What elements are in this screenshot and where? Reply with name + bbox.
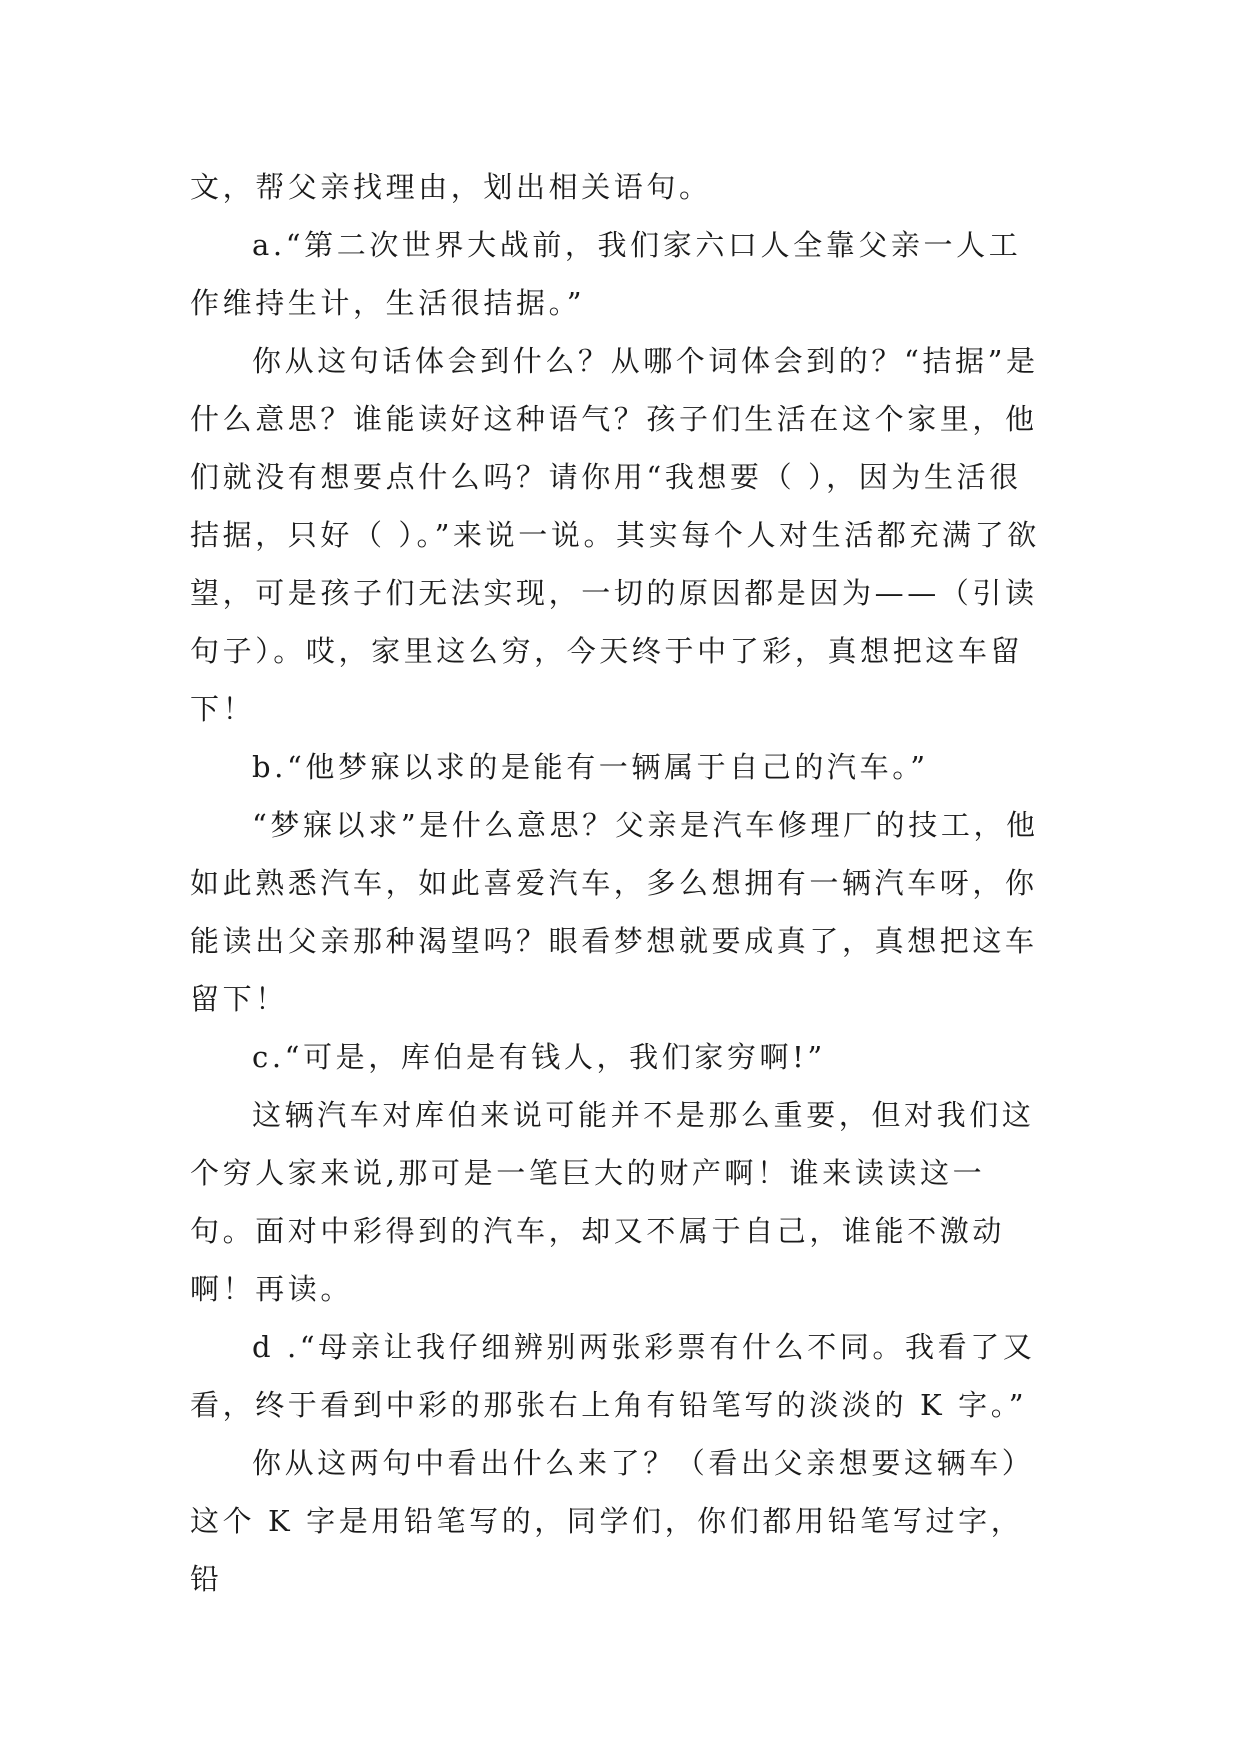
paragraph-quote-b: b.“他梦寐以求的是能有一辆属于自己的汽车。” (252, 750, 929, 784)
paragraph-intro: 文，帮父亲找理由，划出相关语句。 (190, 170, 712, 204)
paragraph-discussion-b: “梦寐以求”是什么意思？父亲是汽车修理厂的技工，他如此熟悉汽车，如此喜爱汽车，多么想拥有一辆汽车呀，你能读出父亲那种渴望吗？眼看梦想就要成真了，真想把这车留下！ (190, 808, 1039, 1016)
paragraph-discussion-a: 你从这句话体会到什么？从哪个词体会到的？“拮据”是什么意思？谁能读好这种语气？孩子们生活在这个家里，他们就没有想要点什么吗？请你用“我想要（ ），因为生活很拮据，只好（ ）。”来说一说。其实每个人对生活都充满了欲望，可是孩子们无法实现，一切的原因都是因为——（引读句子）。哎，家里这么穷，今天终于中了彩，真想把这车留下！ (190, 344, 1040, 726)
document-page (190, 158, 1050, 1608)
paragraph-discussion-c: 这辆汽车对库伯来说可能并不是那么重要，但对我们这个穷人家来说,那可是一笔巨大的财产啊！谁来读读这一句。面对中彩得到的汽车，却又不属于自己，谁能不激动啊！再读。 (190, 1098, 1035, 1306)
paragraph-quote-a: a.“第二次世界大战前，我们家六口人全靠父亲一人工作维持生计，生活很拮据。” (190, 228, 1022, 320)
paragraph-quote-d: d .“母亲让我仔细辨别两张彩票有什么不同。我看了又看，终于看到中彩的那张右上角有铅笔写的淡淡的 K 字。” (190, 1330, 1036, 1422)
paragraph-discussion-d: 你从这两句中看出什么来了？（看出父亲想要这辆车）这个 K 字是用铅笔写的，同学们，你们都用铅笔写过字，铅 (190, 1446, 1035, 1596)
paragraph-quote-c: c.“可是，库伯是有钱人，我们家穷啊!” (252, 1040, 826, 1074)
